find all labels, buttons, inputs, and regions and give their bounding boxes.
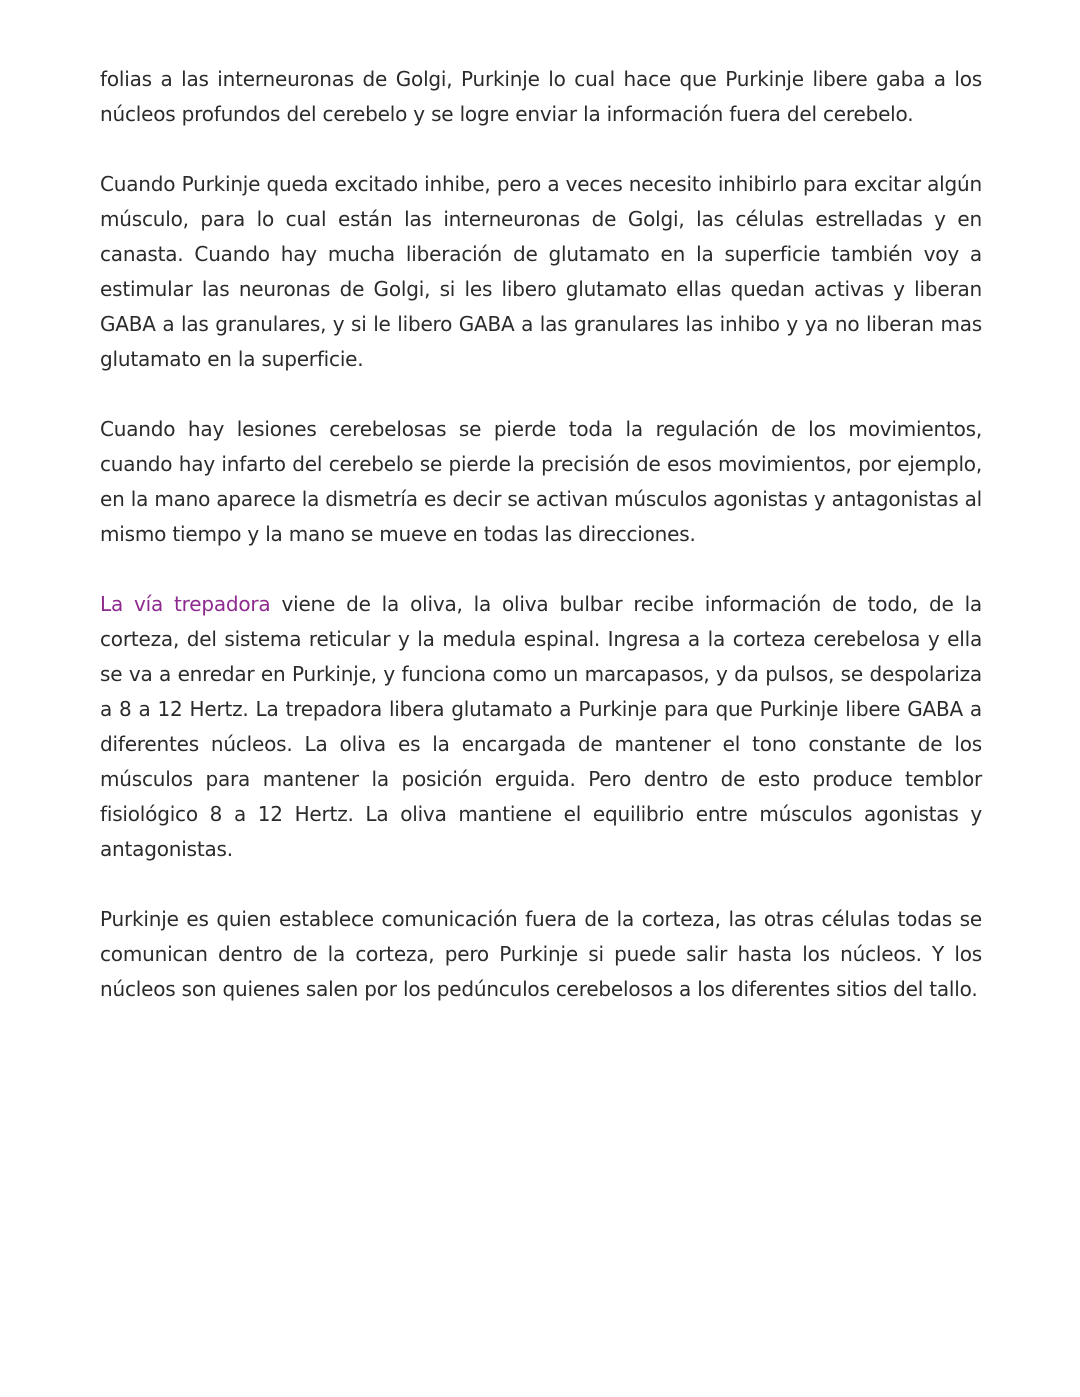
paragraph-golgi-purkinje (100, 62, 982, 132)
paragraph-purkinje-inhibition (100, 167, 982, 377)
paragraph-text: Cuando Purkinje queda excitado inhibe, pero a veces necesito inhibirlo para excitar algún músculo, para lo cual están las interneuronas de Golgi, las células estrelladas y en canasta. Cuando hay mucha liberación de glutamato en la superficie también voy a estimular las neuronas de Golgi, si les libero glutamato ellas quedan activas y liberan GABA a las granulares, y si le libero GABA a las granulares las inhibo y ya no liberan mas glutamato en la superficie. (100, 172, 982, 371)
paragraph-text: Purkinje es quien establece comunicación fuera de la corteza, las otras células todas se comunican dentro de la corteza, pero Purkinje si puede salir hasta los núcleos. Y los núcleos son quienes salen por los pedúnculos cerebelosos a los diferentes sitios del tallo. (100, 907, 982, 1001)
document-page (100, 62, 982, 1007)
paragraph-purkinje-communication (100, 902, 982, 1007)
paragraph-cerebellar-lesions (100, 412, 982, 552)
paragraph-text: viene de la oliva, la oliva bulbar recibe información de todo, de la corteza, del sistema reticular y la medula espinal. Ingresa a la corteza cerebelosa y ella se va a enredar en Purkinje, y funciona como un marcapasos, y da pulsos, se despolariza a 8 a 12 Hertz. La trepadora libera glutamato a Purkinje para que Purkinje libere GABA a diferentes núcleos. La oliva es la encargada de mantener el tono constante de los músculos para mantener la posición erguida. Pero dentro de esto produce temblor fisiológico 8 a 12 Hertz. La oliva mantiene el equilibrio entre músculos agonistas y antagonistas. (100, 592, 982, 861)
paragraph-text: Cuando hay lesiones cerebelosas se pierde toda la regulación de los movimientos, cuando hay infarto del cerebelo se pierde la precisión de esos movimientos, por ejemplo, en la mano aparece la dismetría es decir se activan músculos agonistas y antagonistas al mismo tiempo y la mano se mueve en todas las direcciones. (100, 417, 982, 546)
highlighted-term: La vía trepadora (100, 592, 271, 616)
paragraph-text: folias a las interneuronas de Golgi, Purkinje lo cual hace que Purkinje libere gaba a los núcleos profundos del cerebelo y se logre enviar la información fuera del cerebelo. (100, 67, 982, 126)
paragraph-climbing-fiber (100, 587, 982, 867)
